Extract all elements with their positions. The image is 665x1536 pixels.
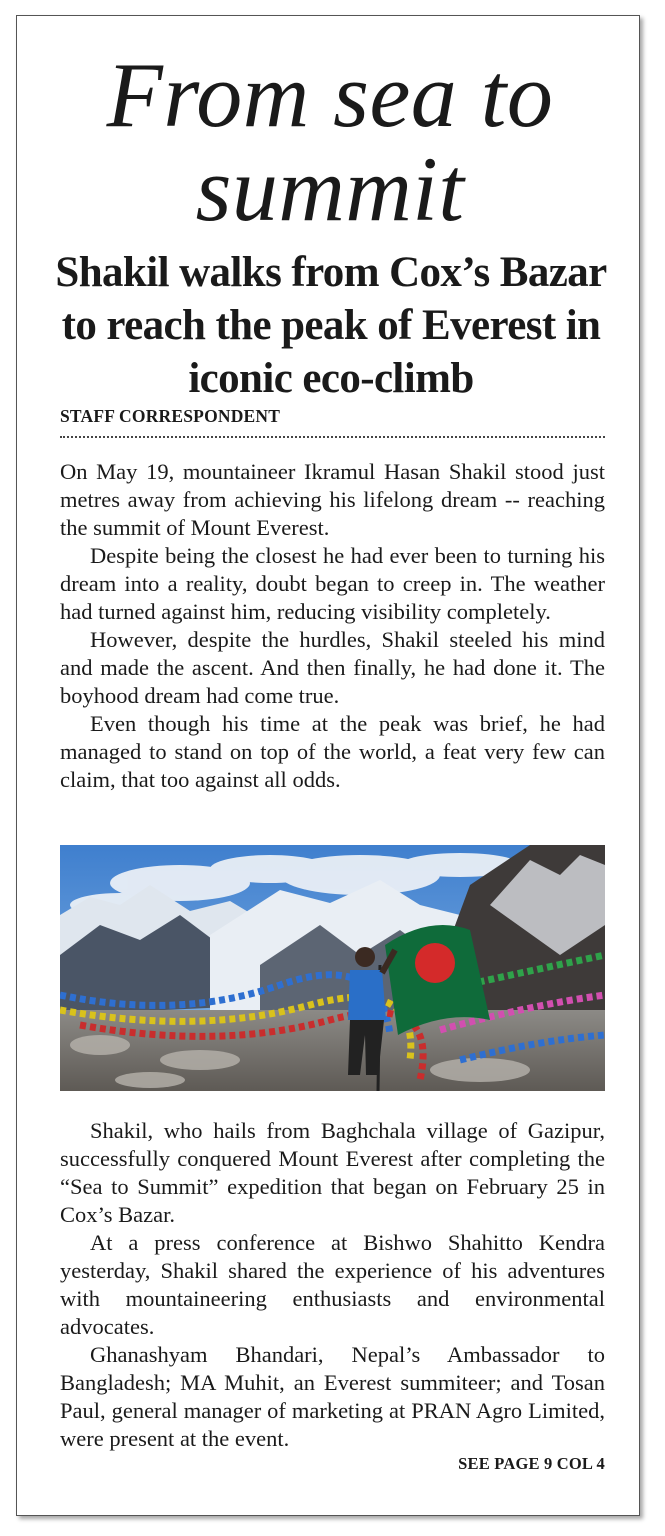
paragraph: At a press conference at Bishwo Shahitto Kendra yesterday, Shakil shared the experience of his adventures with mountaineering enthusiasts and environmental advocates.: [60, 1230, 605, 1339]
paragraph: On May 19, mountaineer Ikramul Hasan Shakil stood just metres away from achieving his lifelong dream -- reaching the summit of Mount Everest.: [60, 459, 605, 540]
article-body-bottom: [60, 1117, 605, 1453]
paragraph: Shakil, who hails from Baghchala village of Gazipur, successfully conquered Mount Everest after completing the “Sea to Summit” expedition that began on February 25 in Cox’s Bazar.: [60, 1118, 605, 1227]
paragraph: Ghanashyam Bhandari, Nepal’s Ambassador to Bangladesh; MA Muhit, an Everest summiteer; and Tosan Paul, general manager of marketing at PRAN Agro Limited, were present at the event.: [60, 1342, 605, 1451]
dotted-divider: [60, 436, 605, 438]
paragraph: Despite being the closest he had ever been to turning his dream into a reality, doubt began to creep in. The weather had turned against him, reducing visibility completely.: [60, 543, 605, 624]
article-body-top: [60, 458, 605, 794]
paragraph: Even though his time at the peak was brief, he had managed to stand on top of the world, a feat very few can claim, that too against all odds.: [60, 711, 605, 792]
paragraph: However, despite the hurdles, Shakil steeled his mind and made the ascent. And then finally, he had done it. The boyhood dream had come true.: [60, 627, 605, 708]
photo-everest-base-camp: [60, 845, 605, 1091]
byline: STAFF CORRESPONDENT: [60, 406, 281, 426]
continuation-link[interactable]: SEE PAGE 9 COL 4: [458, 1454, 605, 1473]
headline: From sea to summit: [106, 44, 554, 240]
subheadline: Shakil walks from Cox’s Bazar to reach the peak of Everest in iconic eco-climb: [55, 249, 607, 402]
